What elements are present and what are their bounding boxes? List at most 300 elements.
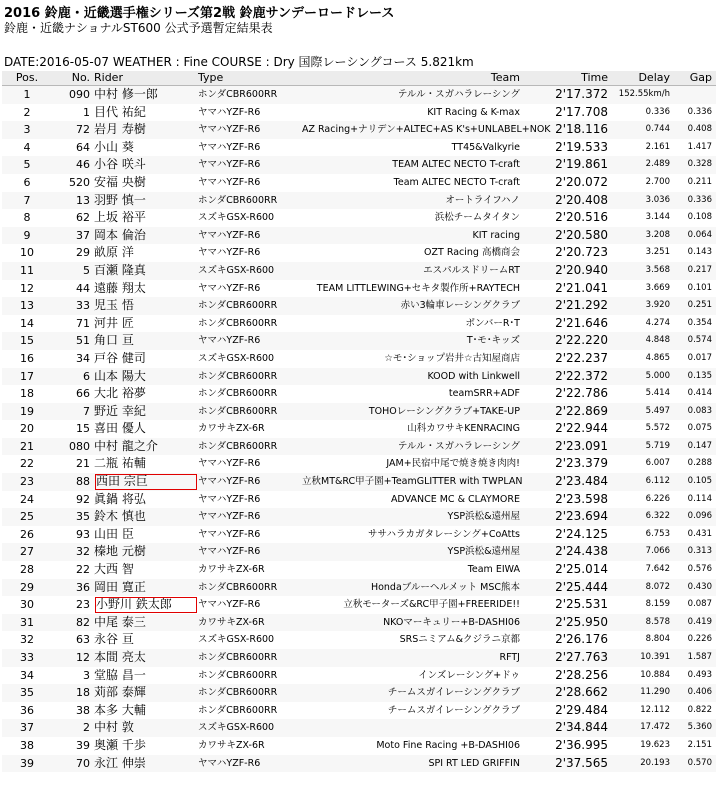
cell-gap: 1.417: [687, 141, 712, 152]
cell-rider: 児玉 悟: [94, 298, 134, 313]
cell-gap: 0.083: [687, 405, 712, 416]
cell-type: スズキGSX-R600: [198, 722, 275, 734]
cell-pos: 35: [20, 686, 34, 700]
cell-team: YSP浜松&遠州屋: [447, 511, 520, 523]
cell-type: スズキGSX-R600: [198, 634, 275, 646]
cell-gap: 0.408: [687, 124, 712, 135]
cell-rider: 中村 修一郎: [94, 87, 158, 101]
cell-team: SRSニミアム&クジラニ京都: [399, 634, 520, 646]
table-row: [2, 385, 716, 403]
cell-delay: 5.497: [645, 405, 670, 416]
cell-pos: 9: [23, 228, 31, 242]
header-time: Time: [581, 71, 608, 84]
cell-pos: 22: [20, 457, 34, 471]
cell-type: ヤマハYZF-R6: [198, 106, 261, 118]
cell-delay: 11.290: [640, 687, 670, 698]
table-row: [2, 526, 716, 544]
cell-no: 34: [76, 351, 90, 365]
table-row: [2, 280, 716, 298]
cell-type: ホンダCBR600RR: [198, 194, 278, 206]
cell-team: 山科カワサキKENRACING: [407, 423, 520, 435]
cell-gap: 0.105: [687, 476, 712, 487]
table-row: [2, 649, 716, 667]
cell-gap: 0.328: [687, 159, 712, 170]
cell-type: カワサキZX-6R: [198, 616, 265, 628]
cell-gap: 0.143: [687, 247, 712, 258]
cell-pos: 7: [23, 193, 31, 207]
cell-team: teamSRR+ADF: [448, 388, 520, 400]
cell-rider: 喜田 優人: [94, 421, 146, 436]
race-info: DATE:2016-05-07 WEATHER : Fine COURSE : Dry 国際レーシングコース 5.821km: [4, 55, 474, 69]
cell-pos: 25: [20, 510, 34, 524]
cell-rider: 本間 亮太: [94, 650, 146, 664]
table-row: [2, 192, 716, 210]
cell-team: NKOマーキュリー+B-DASHI06: [383, 616, 520, 628]
cell-pos: 3: [23, 123, 31, 137]
cell-delay: 10.884: [640, 669, 670, 680]
cell-pos: 12: [20, 281, 34, 295]
cell-type: スズキGSX-R600: [198, 352, 275, 364]
cell-rider: 山田 臣: [94, 526, 134, 541]
cell-rider: 大北 裕夢: [94, 386, 146, 401]
cell-time: 2'22.869: [555, 403, 608, 418]
cell-gap: 0.419: [687, 616, 712, 627]
cell-pos: 30: [20, 598, 34, 612]
cell-gap: 0.574: [687, 335, 712, 346]
cell-gap: 0.114: [687, 493, 712, 504]
cell-team: KIT Racing & K-max: [427, 106, 520, 118]
cell-type: ヤマハYZF-R6: [198, 458, 261, 470]
cell-team: ボンバーR･T: [465, 317, 520, 329]
cell-delay: 8.804: [645, 634, 670, 645]
cell-pos: 4: [23, 140, 31, 154]
cell-time: 2'23.091: [555, 438, 608, 453]
cell-time: 2'20.580: [555, 227, 608, 242]
table-row: [2, 368, 716, 386]
cell-delay: 8.159: [645, 599, 670, 610]
cell-type: ヤマハYZF-R6: [198, 476, 261, 488]
cell-time: 2'20.072: [555, 174, 608, 189]
cell-type: ホンダCBR600RR: [198, 300, 278, 312]
cell-team: Team ALTEC NECTO T-craft: [393, 176, 520, 188]
cell-gap: 0.251: [687, 300, 712, 311]
cell-rider: 小谷 咲斗: [94, 157, 146, 172]
cell-delay: 3.144: [645, 212, 670, 223]
cell-team: Team EIWA: [467, 564, 520, 576]
cell-gap: 0.064: [687, 229, 712, 240]
cell-delay: 4.865: [645, 352, 670, 363]
table-row: [2, 684, 716, 702]
cell-rider: 苅部 泰輝: [94, 685, 146, 700]
cell-team: チームスガイレーシングクラブ: [387, 704, 520, 716]
header-rider: Rider: [94, 71, 123, 84]
cell-gap: 0.211: [687, 176, 712, 187]
cell-type: ヤマハYZF-R6: [198, 176, 261, 188]
table-row: [2, 561, 716, 579]
cell-delay: 3.036: [645, 194, 670, 205]
cell-gap: 0.822: [687, 704, 712, 715]
cell-no: 2: [83, 721, 90, 735]
table-row: [2, 315, 716, 333]
cell-pos: 33: [20, 651, 34, 664]
cell-no: 70: [76, 756, 90, 770]
cell-delay: 19.623: [640, 739, 670, 750]
cell-time: 2'29.484: [555, 702, 608, 717]
cell-gap: 0.406: [687, 687, 712, 698]
cell-no: 51: [76, 334, 90, 348]
header-team: Team: [490, 71, 520, 84]
table-row: [2, 737, 716, 755]
cell-type: ホンダCBR600RR: [198, 581, 278, 593]
cell-team: KOOD with Linkwell: [427, 370, 520, 382]
cell-delay: 3.920: [645, 300, 670, 311]
table-row: [2, 104, 716, 122]
cell-gap: 0.570: [687, 757, 712, 768]
cell-delay: 2.161: [645, 141, 670, 152]
cell-no: 72: [76, 123, 90, 137]
cell-pos: 28: [20, 563, 34, 577]
cell-team: 立秋MT&RC甲子園+TeamGLITTER with TWPLAN: [302, 476, 523, 488]
page-title: 2016 鈴鹿・近畿選手権シリーズ第2戦 鈴鹿サンデーロードレース: [4, 6, 395, 21]
cell-time: 2'22.944: [555, 421, 608, 436]
table-row: [2, 121, 716, 139]
cell-pos: 17: [20, 369, 34, 383]
cell-rider: 奥瀬 千歩: [94, 737, 146, 752]
cell-delay: 2.489: [645, 159, 670, 170]
cell-team: ササハラカガタレーシング+CoAtts: [368, 528, 520, 540]
cell-type: ホンダCBR600RR: [198, 704, 278, 716]
cell-delay: 6.753: [645, 528, 670, 539]
cell-gap: 0.414: [687, 388, 712, 399]
cell-no: 36: [76, 580, 90, 594]
cell-gap: 1.587: [687, 652, 712, 662]
cell-no: 13: [76, 193, 90, 207]
cell-pos: 19: [20, 404, 34, 418]
cell-gap: 0.288: [687, 458, 712, 469]
table-row: [2, 139, 716, 157]
cell-delay: 6.226: [645, 493, 670, 504]
cell-time: 2'19.533: [555, 139, 608, 154]
cell-no: 29: [76, 246, 90, 260]
table-row: [2, 491, 716, 509]
cell-delay: 17.472: [640, 722, 670, 733]
cell-rider: 岡田 寛正: [94, 579, 146, 594]
cell-delay: 20.193: [640, 757, 670, 768]
table-row: [2, 209, 716, 227]
cell-rider: 遠藤 翔太: [94, 280, 146, 295]
cell-delay: 5.719: [645, 440, 670, 451]
cell-no: 32: [76, 545, 90, 559]
cell-type: ホンダCBR600RR: [198, 669, 278, 681]
cell-time: 2'23.484: [555, 474, 608, 489]
cell-no: 23: [76, 598, 90, 612]
cell-no: 63: [76, 633, 90, 647]
cell-rider: 野近 幸紀: [94, 403, 146, 418]
cell-gap: 0.017: [687, 352, 712, 363]
cell-pos: 24: [20, 492, 34, 506]
cell-team: RFTJ: [499, 652, 520, 663]
cell-type: カワサキZX-6R: [198, 739, 265, 751]
cell-delay: 4.848: [645, 335, 670, 346]
cell-pos: 14: [20, 316, 34, 330]
cell-gap: 0.431: [687, 528, 712, 539]
cell-pos: 36: [20, 703, 34, 717]
cell-delay: 3.208: [645, 229, 670, 240]
cell-time: 2'25.444: [555, 579, 608, 594]
cell-delay: 8.072: [645, 581, 670, 592]
cell-rider: 百瀬 隆真: [94, 262, 146, 277]
cell-no: 12: [76, 651, 90, 664]
cell-type: ヤマハYZF-R6: [198, 159, 261, 171]
cell-delay: 3.669: [645, 282, 670, 293]
cell-rider: 榛地 元樹: [94, 544, 146, 559]
cell-no: 080: [69, 439, 90, 453]
cell-pos: 18: [20, 387, 34, 401]
cell-type: ヤマハYZF-R6: [198, 528, 261, 540]
cell-rider: 小野川 鉄太郎: [94, 596, 198, 614]
cell-time: 2'25.950: [555, 614, 608, 629]
cell-no: 66: [76, 387, 90, 401]
cell-type: ヤマハYZF-R6: [198, 141, 261, 153]
cell-delay: 6.007: [645, 458, 670, 469]
cell-pos: 29: [20, 580, 34, 594]
cell-gap: 0.354: [687, 317, 712, 328]
cell-type: ヤマハYZF-R6: [198, 546, 261, 558]
cell-team: インズレーシング+ドゥ: [418, 669, 520, 681]
cell-no: 18: [76, 686, 90, 700]
cell-rider: 岡本 倫治: [94, 227, 146, 242]
cell-type: ヤマハYZF-R6: [198, 335, 261, 347]
cell-time: 2'17.708: [555, 104, 608, 119]
cell-pos: 5: [23, 158, 31, 172]
cell-no: 37: [76, 228, 90, 242]
cell-no: 090: [69, 88, 90, 101]
cell-type: ホンダCBR600RR: [198, 687, 278, 699]
cell-gap: 2.151: [687, 739, 712, 750]
cell-gap: 0.336: [687, 106, 712, 117]
cell-pos: 8: [23, 211, 31, 225]
cell-team: テルル・スガハラレーシング: [397, 89, 520, 100]
cell-delay: 152.55km/h: [618, 89, 670, 99]
table-row: [2, 508, 716, 526]
cell-rider: 目代 祐紀: [94, 104, 146, 119]
cell-team: エスパルスドリームRT: [423, 264, 520, 276]
cell-rider: 二瓶 祐輔: [94, 456, 146, 471]
table-body: [2, 86, 716, 772]
cell-rider: 角口 亘: [94, 333, 134, 348]
cell-rider: 中尾 泰三: [94, 614, 146, 629]
cell-no: 7: [83, 404, 90, 418]
cell-delay: 6.322: [645, 511, 670, 522]
cell-team: Hondaブルーヘルメット MSC熊本: [370, 581, 520, 593]
cell-time: 2'22.372: [555, 368, 608, 383]
cell-pos: 27: [20, 545, 34, 559]
cell-rider: 西田 宗巨: [94, 473, 198, 491]
cell-delay: 12.112: [640, 704, 670, 715]
table-row: [2, 350, 716, 368]
cell-type: ホンダCBR600RR: [198, 317, 278, 329]
cell-team: KIT racing: [472, 229, 520, 241]
cell-time: 2'34.844: [555, 720, 608, 735]
cell-team: OZT Racing 高橋商会: [424, 247, 520, 259]
page-subtitle: 鈴鹿・近畿ナショナルST600 公式予選暫定結果表: [4, 21, 273, 35]
cell-pos: 6: [23, 175, 31, 189]
header-type: Type: [198, 71, 224, 84]
cell-team: SPI RT LED GRIFFIN: [428, 757, 520, 769]
cell-time: 2'21.292: [555, 298, 608, 313]
cell-team: 浜松チームタイタン: [434, 212, 520, 224]
cell-type: ヤマハYZF-R6: [198, 124, 261, 136]
cell-time: 2'22.786: [555, 386, 608, 401]
cell-time: 2'25.531: [555, 597, 608, 612]
cell-rider: 眞鍋 将弘: [94, 491, 146, 506]
cell-gap: 0.226: [687, 634, 712, 645]
cell-no: 33: [76, 299, 90, 313]
cell-team: TOHOレーシングクラブ+TAKE-UP: [368, 405, 520, 417]
table-row: [2, 438, 716, 456]
cell-type: ホンダCBR600RR: [198, 652, 278, 663]
table-row: [2, 596, 716, 614]
cell-no: 35: [76, 510, 90, 524]
cell-delay: 5.414: [645, 388, 670, 399]
cell-rider: 山本 陽大: [94, 368, 146, 383]
cell-time: 2'25.014: [555, 562, 608, 577]
cell-time: 2'17.372: [555, 87, 608, 101]
cell-type: ヤマハYZF-R6: [198, 493, 261, 505]
cell-pos: 10: [20, 246, 34, 260]
cell-no: 3: [83, 668, 90, 682]
cell-delay: 6.112: [645, 476, 670, 487]
cell-time: 2'22.220: [555, 333, 608, 348]
cell-team: 赤い3輪車レーシングクラブ: [400, 300, 520, 312]
table-row: [2, 473, 716, 491]
cell-type: ホンダCBR600RR: [198, 388, 278, 400]
table-row: [2, 614, 716, 632]
cell-gap: 0.147: [687, 440, 712, 451]
table-row: [2, 403, 716, 421]
cell-time: 2'20.723: [555, 245, 608, 260]
cell-delay: 4.274: [645, 317, 670, 328]
cell-pos: 37: [20, 721, 34, 735]
cell-rider: 大西 智: [94, 562, 134, 577]
table-row: [2, 297, 716, 315]
cell-delay: 10.391: [640, 652, 670, 662]
cell-time: 2'28.662: [555, 685, 608, 700]
cell-no: 1: [83, 105, 90, 119]
cell-team: JAM+民宿中尾で焼き焼き肉肉!: [386, 458, 520, 470]
cell-rider: 本多 大輔: [94, 702, 146, 717]
cell-rider: 岩月 寿樹: [94, 122, 146, 137]
cell-gap: 0.096: [687, 511, 712, 522]
cell-team: TEAM ALTEC NECTO T-craft: [392, 159, 520, 171]
cell-team: テルル・スガハラレーシング: [397, 440, 520, 452]
cell-team: ADVANCE MC & CLAYMORE: [390, 493, 520, 505]
cell-gap: 0.493: [687, 669, 712, 680]
cell-delay: 5.000: [645, 370, 670, 381]
cell-no: 15: [76, 422, 90, 436]
cell-pos: 11: [20, 263, 34, 277]
cell-pos: 31: [20, 615, 34, 629]
cell-type: ヤマハYZF-R6: [198, 757, 261, 769]
cell-type: ヤマハYZF-R6: [198, 229, 261, 241]
cell-type: ホンダCBR600RR: [198, 405, 278, 417]
cell-time: 2'21.041: [555, 280, 608, 295]
cell-team: AZ Racing+ナリデン+ALTEC+AS K's+UNLABEL+NOK: [302, 124, 551, 136]
cell-type: ヤマハYZF-R6: [198, 511, 261, 523]
cell-time: 2'20.516: [555, 210, 608, 225]
table-row: [2, 719, 716, 737]
cell-delay: 5.572: [645, 423, 670, 434]
cell-gap: 0.336: [687, 194, 712, 205]
cell-rider: 永江 伸崇: [94, 755, 146, 770]
table-header: [2, 71, 716, 86]
cell-gap: 5.360: [687, 722, 712, 733]
cell-team: YSP浜松&遠州屋: [447, 546, 520, 558]
cell-type: ホンダCBR600RR: [198, 370, 278, 382]
cell-team: T･モ･キッズ: [466, 335, 520, 347]
cell-team: オートライフハノ: [445, 194, 520, 206]
results-table: [2, 71, 716, 772]
cell-pos: 32: [20, 633, 34, 647]
cell-gap: 0.217: [687, 264, 712, 275]
cell-gap: 0.576: [687, 564, 712, 575]
cell-pos: 38: [20, 738, 34, 752]
cell-gap: 0.101: [687, 282, 712, 293]
cell-delay: 7.066: [645, 546, 670, 557]
cell-delay: 8.578: [645, 616, 670, 627]
table-row: [2, 156, 716, 174]
cell-no: 22: [76, 563, 90, 577]
cell-rider: 安福 央樹: [94, 174, 146, 189]
cell-pos: 21: [20, 439, 34, 453]
cell-time: 2'23.694: [555, 509, 608, 524]
cell-type: ホンダCBR600RR: [198, 440, 278, 452]
cell-time: 2'18.116: [555, 122, 608, 137]
cell-type: カワサキZX-6R: [198, 564, 265, 576]
cell-gap: 0.313: [687, 546, 712, 557]
cell-rider: 鈴木 慎也: [94, 509, 146, 524]
header-pos: Pos.: [15, 71, 39, 84]
cell-no: 38: [76, 703, 90, 717]
cell-time: 2'20.940: [555, 262, 608, 277]
cell-type: ヤマハYZF-R6: [198, 247, 261, 259]
table-row: [2, 86, 716, 104]
table-row: [2, 227, 716, 245]
cell-delay: 7.642: [645, 564, 670, 575]
cell-no: 88: [76, 475, 90, 489]
table-row: [2, 332, 716, 350]
cell-pos: 34: [20, 668, 34, 682]
cell-no: 44: [76, 281, 90, 295]
cell-delay: 0.744: [645, 124, 670, 135]
cell-time: 2'28.256: [555, 667, 608, 682]
cell-pos: 1: [23, 88, 31, 101]
cell-delay: 3.568: [645, 264, 670, 275]
header-gap: Gap: [689, 71, 712, 84]
table-row: [2, 667, 716, 685]
cell-time: 2'20.408: [555, 192, 608, 207]
cell-rider: 畝原 洋: [94, 245, 134, 260]
cell-no: 39: [76, 738, 90, 752]
table-row: [2, 631, 716, 649]
cell-type: スズキGSX-R600: [198, 212, 275, 224]
cell-time: 2'24.125: [555, 526, 608, 541]
cell-time: 2'21.646: [555, 315, 608, 330]
cell-type: カワサキZX-6R: [198, 423, 265, 435]
cell-rider: 永谷 亘: [94, 632, 134, 647]
cell-pos: 15: [20, 334, 34, 348]
cell-no: 6: [83, 369, 90, 383]
